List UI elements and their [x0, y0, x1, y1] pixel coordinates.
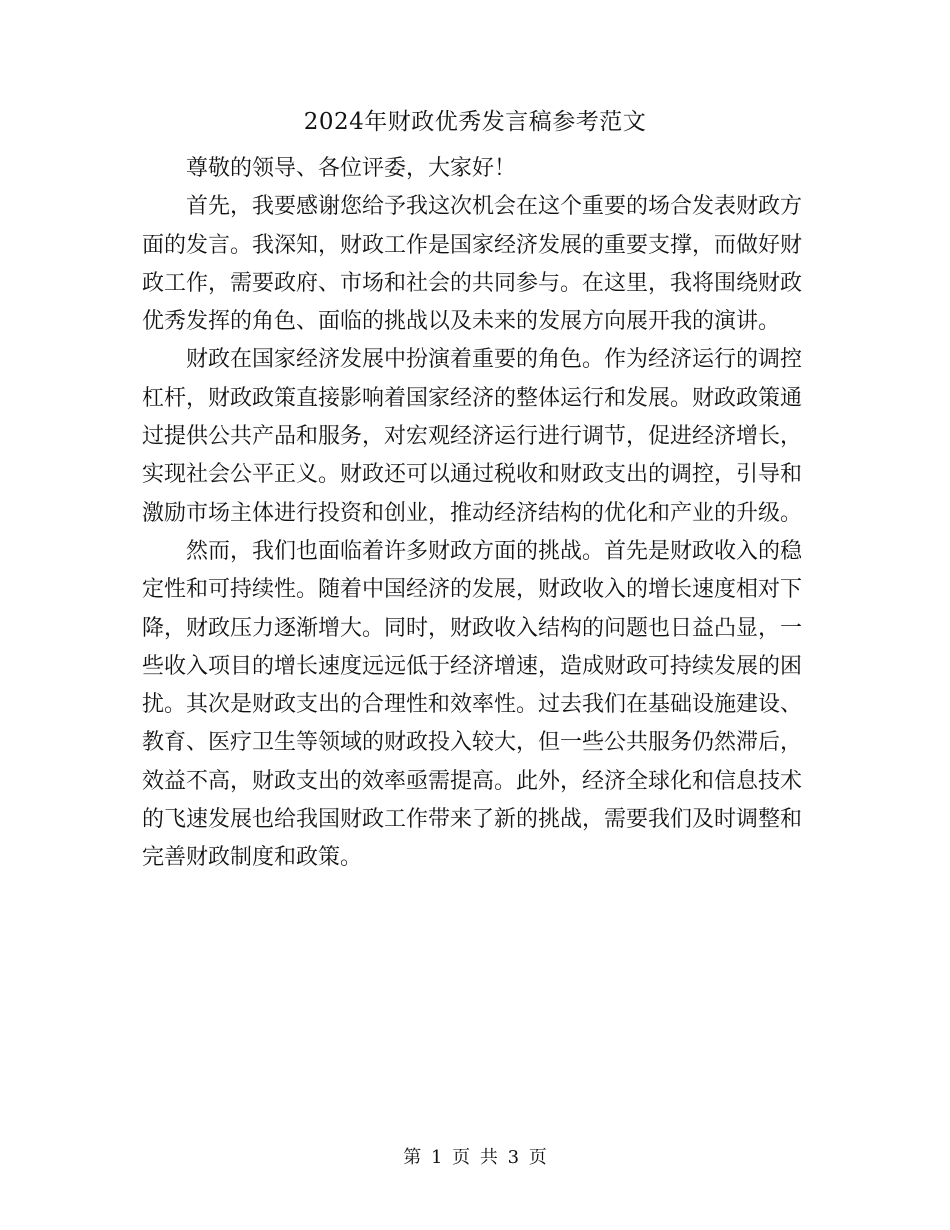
paragraph-intro: 首先，我要感谢您给予我这次机会在这个重要的场合发表财政方面的发言。我深知，财政工作是国家经济发展的重要支撑，而做好财政工作，需要政府、市场和社会的共同参与。在这里，我将围绕财政优秀发挥的角色、面临的挑战以及未来的发展方向展开我的演讲。	[142, 194, 803, 335]
page-number-footer: 第 1 页 共 3 页	[403, 1147, 547, 1168]
document-body	[142, 150, 802, 878]
paragraph-greeting: 尊敬的领导、各位评委，大家好！	[186, 156, 517, 181]
document-title: 2024年财政优秀发言稿参考范文	[303, 109, 647, 135]
paragraph-role: 财政在国家经济发展中扮演着重要的角色。作为经济运行的调控杠杆，财政政策直接影响着国家经济的整体运行和发展。财政政策通过提供公共产品和服务，对宏观经济运行进行调节，促进经济增长，实现社会公平正义。财政还可以通过税收和财政支出的调控，引导和激励市场主体进行投资和创业，推动经济结构的优化和产业的升级。	[142, 347, 803, 526]
paragraph-challenges: 然而，我们也面临着许多财政方面的挑战。首先是财政收入的稳定性和可持续性。随着中国经济的发展，财政收入的增长速度相对下降，财政压力逐渐增大。同时，财政收入结构的问题也日益凸显，一些收入项目的增长速度远远低于经济增速，造成财政可持续发展的困扰。其次是财政支出的合理性和效率性。过去我们在基础设施建设、教育、医疗卫生等领域的财政投入较大，但一些公共服务仍然滞后，效益不高，财政支出的效率亟需提高。此外，经济全球化和信息技术的飞速发展也给我国财政工作带来了新的挑战，需要我们及时调整和完善财政制度和政策。	[142, 538, 803, 871]
